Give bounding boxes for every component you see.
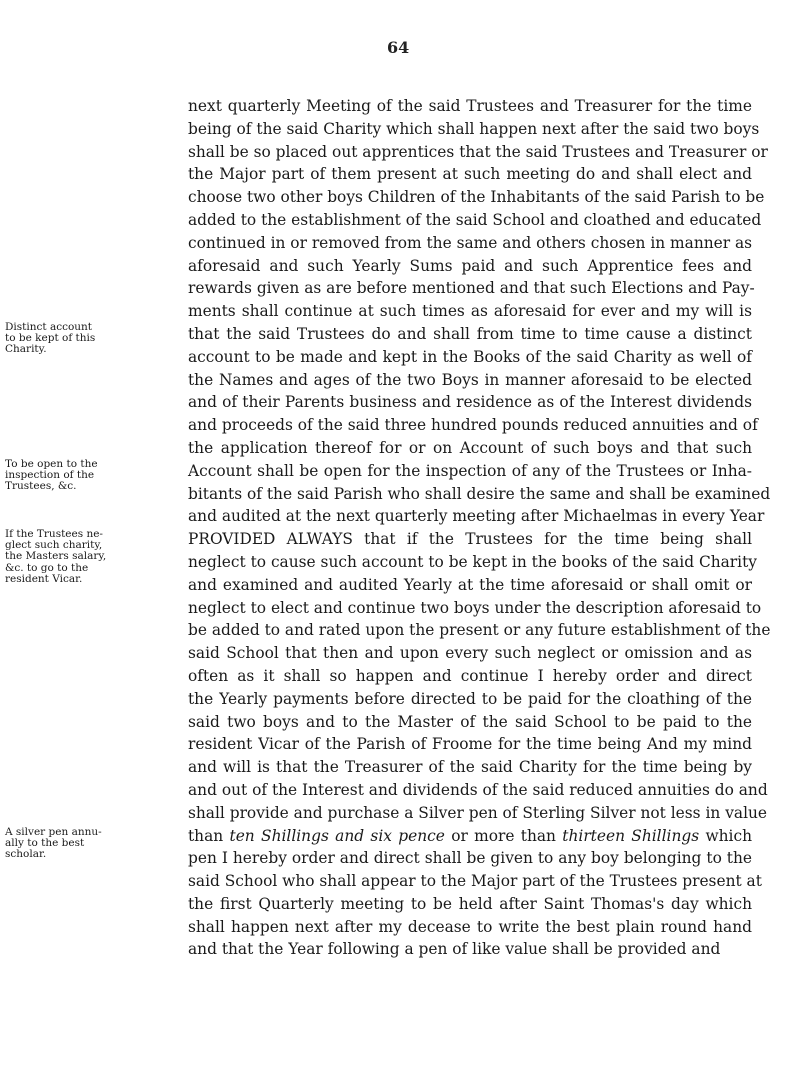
margin-note-open-to-inspection: [5, 459, 183, 493]
text-line: be added to and rated upon the present or any future establishment of the: [188, 621, 771, 640]
text-line: added to the establishment of the said School and cloathed and educated: [188, 210, 762, 229]
text-line: resident Vicar of the Parish of Froome for the time being And my mind: [188, 735, 752, 754]
text-line: and will is that the Treasurer of the said Charity for the time being by: [188, 758, 752, 777]
text-line: and examined and audited Yearly at the time aforesaid or shall omit or: [188, 575, 752, 594]
text-line: and that the Year following a pen of like value shall be provided and: [188, 940, 721, 959]
margin-note-line: scholar.: [5, 848, 47, 861]
text-line: the Major part of them present at such meeting do and shall elect and: [188, 165, 752, 184]
text-line: that the said Trustees do and shall from time to time cause a distinct: [188, 324, 752, 343]
text-line: [188, 825, 752, 848]
margin-note-line: ally to the best: [5, 837, 85, 850]
text-line: pen I hereby order and direct shall be given to any boy belonging to the: [188, 849, 752, 868]
margin-note-line: to be kept of this: [5, 332, 96, 345]
text-run: than: [188, 826, 224, 845]
margin-note-line: glect such charity,: [5, 539, 103, 552]
margin-note-line: the Masters salary,: [5, 550, 107, 563]
text-line: neglect to elect and continue two boys under the description aforesaid to: [188, 598, 762, 617]
text-line: the application thereof for or on Account of such boys and that such: [188, 438, 752, 457]
text-line: account to be made and kept in the Books of the said Charity as well of: [188, 347, 752, 366]
text-line: said School that then and upon every such neglect or omission and as: [188, 644, 752, 663]
text-line: continued in or removed from the same and others chosen in manner as: [188, 233, 753, 252]
margin-note-silver-pen: [5, 827, 183, 861]
text-line: bitants of the said Parish who shall desire the same and shall be examined: [188, 484, 771, 503]
text-line: shall be so placed out apprentices that the said Trustees and Treasurer or: [188, 142, 768, 161]
text-line: and of their Parents business and residence as of the Interest dividends: [188, 393, 752, 412]
text-line: shall happen next after my decease to write the best plain round hand: [188, 917, 752, 936]
text-line: and proceeds of the said three hundred pounds reduced annuities and of: [188, 416, 758, 435]
text-line: shall provide and purchase a Silver pen of Sterling Silver not less in value: [188, 803, 768, 822]
text-run: or more than: [451, 826, 556, 845]
page-number: 64: [387, 38, 410, 57]
text-line: next quarterly Meeting of the said Trustees and Treasurer for the time: [188, 97, 752, 115]
text-line: PROVIDED ALWAYS that if the Trustees for the time being shall: [188, 530, 752, 549]
text-line: choose two other boys Children of the Inhabitants of the said Parish to be: [188, 188, 765, 207]
italic-amount: ten Shillings and six pence: [229, 826, 445, 845]
italic-amount: thirteen Shillings: [562, 826, 700, 845]
margin-note-line: To be open to the: [5, 458, 98, 470]
margin-note-line: inspection of the: [5, 469, 95, 482]
margin-note-line: Charity.: [5, 343, 47, 356]
text-line: neglect to cause such account to be kept in the books of the said Charity: [188, 552, 757, 571]
margin-note-trustees-neglect: [5, 529, 183, 585]
text-line: the Names and ages of the two Boys in manner aforesaid to be elected: [188, 370, 752, 389]
text-line: often as it shall so happen and continue I hereby order and direct: [188, 666, 752, 685]
margin-note-line: A silver pen annu-: [5, 826, 102, 838]
text-line: said School who shall appear to the Major part of the Trustees present at: [188, 872, 762, 891]
text-run: which: [705, 826, 752, 845]
text-line: said two boys and to the Master of the said School to be paid to the: [188, 712, 752, 731]
text-line: being of the said Charity which shall happen next after the said two boys: [188, 119, 760, 138]
text-line: rewards given as are before mentioned and that such Elections and Pay-: [188, 279, 755, 298]
margin-note-line: resident Vicar.: [5, 572, 83, 585]
body-text: [188, 95, 771, 961]
text-line: and out of the Interest and dividends of the said reduced annuities do and: [188, 780, 768, 799]
text-line: the first Quarterly meeting to be held after Saint Thomas's day which: [188, 894, 752, 913]
margin-note-line: If the Trustees ne-: [5, 528, 103, 540]
margin-note-line: Trustees, &c.: [5, 480, 77, 493]
text-line: and audited at the next quarterly meeting after Michaelmas in every Year: [188, 507, 765, 526]
text-line: the Yearly payments before directed to be paid for the cloathing of the: [188, 689, 752, 708]
text-line: Account shall be open for the inspection of any of the Trustees or Inha-: [188, 461, 752, 480]
margin-note-distinct-account: [5, 322, 183, 356]
margin-note-line: &c. to go to the: [5, 561, 89, 574]
margin-note-line: Distinct account: [5, 321, 93, 333]
text-line: aforesaid and such Yearly Sums paid and such Apprentice fees and: [188, 256, 752, 275]
text-line: ments shall continue at such times as aforesaid for ever and my will is: [188, 302, 752, 321]
